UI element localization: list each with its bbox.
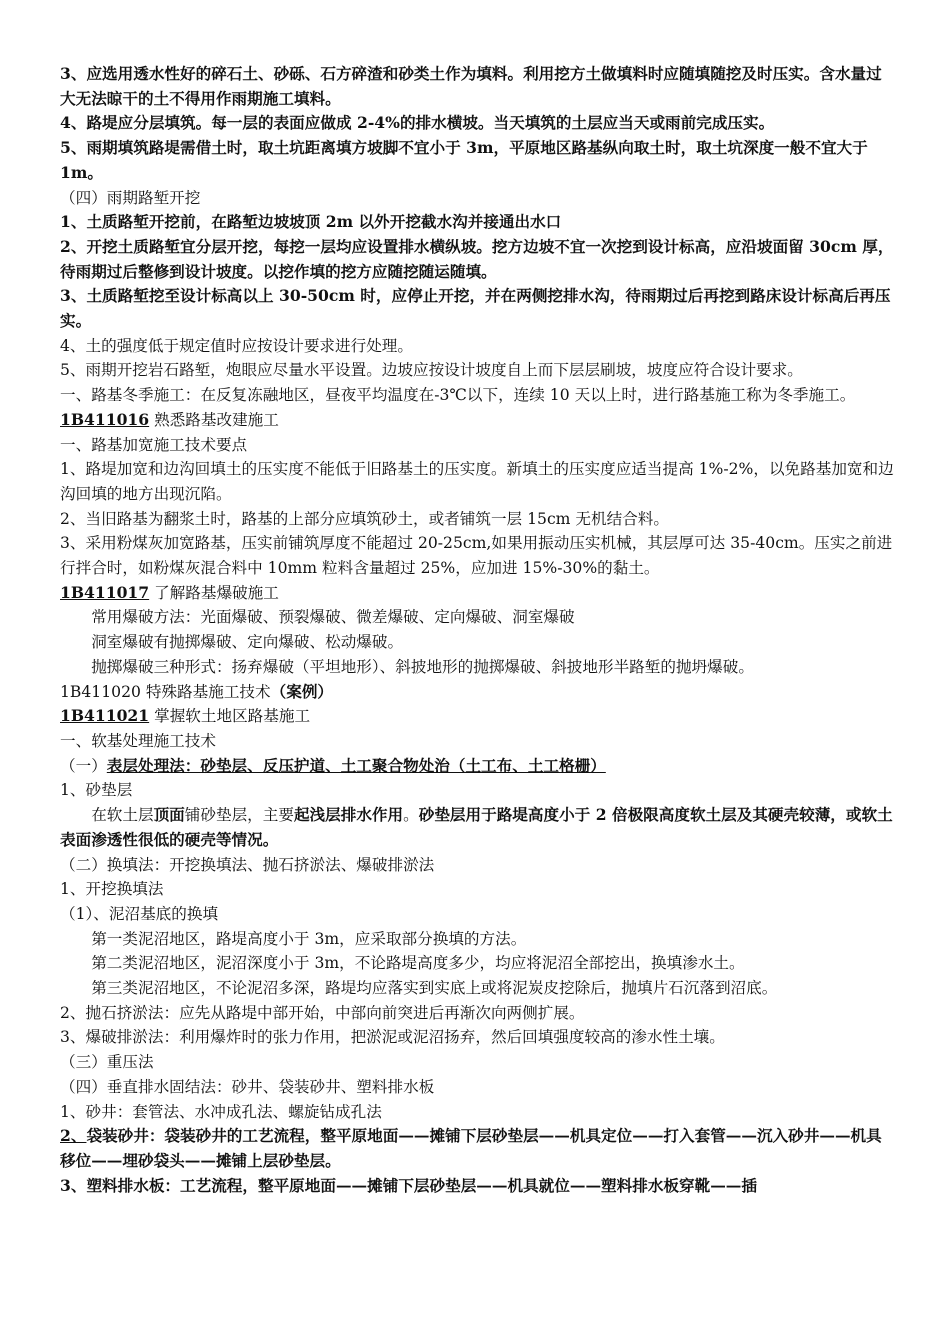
text-run: 在软土层 (91, 806, 154, 825)
subheading-surface-treatment (60, 754, 895, 779)
section-title: 掌握软土地区路基施工 (149, 707, 311, 726)
section-code: 1B411021 (60, 706, 150, 726)
paragraph-swamp-type-1: 第一类泥沼地区，路堤高度小于 3m，应采取部分换填的方法。 (91, 929, 527, 948)
paragraph-plastic-drain-board: 3、塑料排水板：工艺流程，整平原地面——摊铺下层砂垫层——机具就位——塑料排水板穿靴——插 (60, 1175, 757, 1195)
subheading-excavation-replacement: 1、开挖换填法 (60, 880, 164, 899)
paragraph-blasting-methods: 常用爆破方法：光面爆破、预裂爆破、微差爆破、定向爆破、洞室爆破 (91, 608, 575, 627)
paragraph-swamp-type-2: 第二类泥沼地区，泥沼深度小于 3m，不论路堤高度多少，均应将泥沼全部挖出，换填渗水土。 (91, 954, 745, 973)
paragraph-soil-strength: 4、土的强度低于规定值时应按设计要求进行处理。 (60, 336, 413, 355)
text-run-bold: 起浅层排水作用 (293, 805, 404, 825)
subheading-preloading: （三）重压法 (60, 1053, 154, 1072)
paragraph-intercepting-ditch: 1、土质路堑开挖前，在路堑边坡坡顶 2m 以外开挖截水沟并接通出水口 (60, 212, 562, 232)
case-tag: （案例） (270, 681, 334, 701)
subheading-swamp-replacement: （1）、泥沼基底的换填 (60, 904, 219, 923)
paragraph-rock-cutting: 5、雨期开挖岩石路堑，炮眼应尽量水平设置。边坡应按设计坡度自上而下层层刷坡，坡度应符合设计要求。 (60, 361, 803, 380)
surface-treatment-title: 表层处理法：砂垫层、反压护道、土工聚合物处治（土工布、土工格栅） (106, 755, 606, 775)
paragraph-stop-excavation: 3、土质路堑挖至设计标高以上 30-50cm 时，应停止开挖，并在两侧挖排水沟，待雨期过后再挖到路床设计标高后再压实。 (60, 286, 891, 331)
paragraph-swamp-type-3: 第三类泥沼地区，不论泥沼多深，路堤均应落实到实底上或将泥炭皮挖除后，抛填片石沉落到沼底。 (91, 979, 778, 998)
paragraph-layered-excavation: 2、开挖土质路堑宜分层开挖，每挖一层均应设置排水横纵坡。挖方边坡不宜一次挖到设计标高，应沿坡面留 30cm 厚，待雨期过后整修到设计坡度。以挖作填的挖方应随挖随运随填。 (60, 236, 894, 281)
section-title: 熟悉路基改建施工 (149, 410, 279, 429)
paragraph-fly-ash: 3、采用粉煤灰加宽路基，压实前铺筑厚度不能超过 20-25cm,如果用振动压实机械，其层厚可达 35-40cm。压实之前进行拌合时，如粉煤灰混合料中 10mm 粒料含量超过 25%，应加进 15%-30%的黏土。 (60, 534, 893, 578)
section-title: 了解路基爆破施工 (149, 583, 279, 602)
section-heading-1B411020 (60, 680, 895, 705)
section-heading-1B411017 (60, 581, 895, 606)
paragraph-compaction-degree: 1、路堤加宽和边沟回填土的压实度不能低于旧路基土的压实度。新填土的压实度应适当提高 1%-2%，以免路基加宽和边沟回填的地方出现沉陷。 (60, 460, 894, 503)
paragraph-rock-squeezing: 2、抛石挤淤法：应先从路堤中部开始，中部向前突进后再渐次向两侧扩展。 (60, 1003, 585, 1022)
paragraph-sand-well: 1、砂井：套管法、水冲成孔法、螺旋钻成孔法 (60, 1102, 382, 1121)
list-prefix: （一） (60, 756, 107, 775)
paragraph-bagged-sand-well (60, 1124, 895, 1173)
section-heading-1B411021 (60, 704, 895, 729)
text-run: 。 (403, 806, 419, 825)
paragraph-throwing-blasting: 抛掷爆破三种形式：扬弃爆破（平坦地形）、斜披地形的抛掷爆破、斜披地形半路堑的抛坍爆破。 (91, 657, 754, 676)
text-run: 铺砂垫层，主要 (184, 806, 294, 825)
paragraph-chamber-blasting: 洞室爆破有抛掷爆破、定向爆破、松动爆破。 (91, 633, 404, 652)
bagged-sand-well-text: 袋装砂井：袋装砂井的工艺流程，整平原地面——摊铺下层砂垫层——机具定位——打入套管——沉入砂井——机具移位——埋砂袋头——摊铺上层砂垫层。 (60, 1126, 882, 1170)
paragraph-old-subgrade: 2、当旧路基为翻浆土时，路基的上部分应填筑砂土，或者铺筑一层 15cm 无机结合料。 (60, 509, 669, 528)
paragraph-sand-cushion (60, 803, 895, 852)
text-run-bold: 砂垫层用于路堤高度小于 2 倍极限高度软土层及其硬壳较薄，或软土表面渗透性很低的硬壳等情况。 (60, 805, 893, 849)
list-prefix: 2、 (60, 1126, 87, 1146)
paragraph-blasting-silt: 3、爆破排淤法：利用爆炸时的张力作用，把淤泥或泥沼扬弃，然后回填强度较高的渗水性土壤。 (60, 1028, 725, 1047)
paragraph-fill-material: 3、应选用透水性好的碎石土、砂砾、石方碎渣和砂类土作为填料。利用挖方土做填料时应随填随挖及时压实。含水量过大无法晾干的土不得用作雨期施工填料。 (60, 64, 882, 108)
paragraph-winter-construction: 一、路基冬季施工：在反复冻融地区，昼夜平均温度在-3℃以下，连续 10 天以上时，进行路基施工称为冬季施工。 (60, 386, 856, 405)
section-title: 1B411020 特殊路基施工技术 (60, 682, 271, 701)
document-page (60, 62, 895, 1198)
text-run-bold: 顶面 (153, 805, 185, 825)
section-heading-rainy-cutting: （四）雨期路堑开挖 (60, 188, 201, 207)
subheading-replacement: （二）换填法：开挖换填法、抛石挤淤法、爆破排淤法 (60, 855, 435, 874)
paragraph-borrow-pit: 5、雨期填筑路堤需借土时，取土坑距离填方坡脚不宜小于 3m，平原地区路基纵向取土时，取土坑深度一般不宜大于 1m。 (60, 138, 874, 182)
subheading-widening: 一、路基加宽施工技术要点 (60, 435, 248, 454)
section-code: 1B411016 (60, 409, 150, 429)
section-code: 1B411017 (60, 582, 150, 602)
section-heading-1B411016 (60, 408, 895, 433)
subheading-sand-cushion: 1、砂垫层 (60, 781, 133, 800)
subheading-soft-foundation: 一、软基处理施工技术 (60, 731, 216, 750)
paragraph-layered-fill: 4、路堤应分层填筑。每一层的表面应做成 2-4%的排水横坡。当天填筑的土层应当天或雨前完成压实。 (60, 113, 775, 133)
subheading-vertical-drainage: （四）垂直排水固结法：砂井、袋装砂井、塑料排水板 (60, 1077, 435, 1096)
